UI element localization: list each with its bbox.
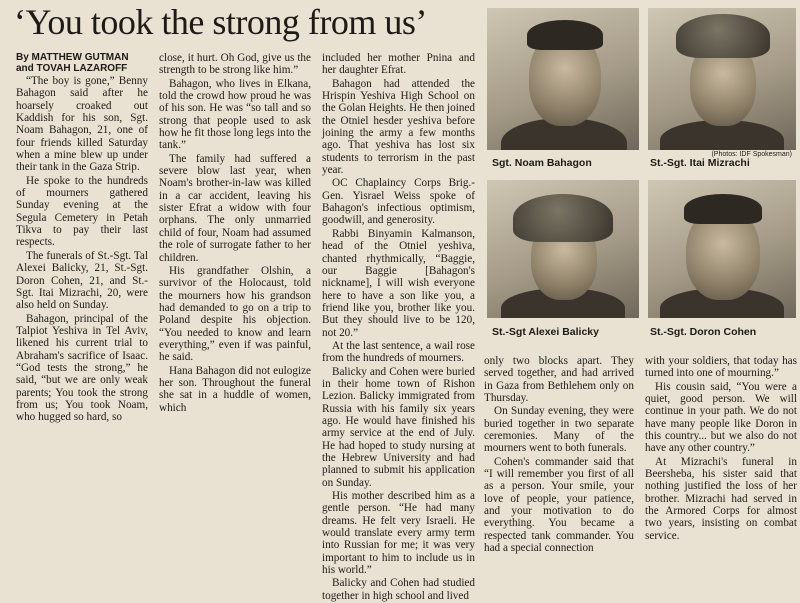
soldier-portrait-icon [648, 180, 796, 318]
paragraph: At the last sentence, a wail rose from the hundreds of mourners. [322, 339, 475, 365]
paragraph: only two blocks apart. They served together, and had arrived in Gaza from Bethlehem only on Thursday. [484, 355, 634, 405]
photo-caption: St.-Sgt. Doron Cohen [650, 326, 757, 338]
paragraph: His mother described him as a gentle person. “He had many dreams. He felt very Israeli. He would translate every army term into Russian for me; it was very important to him to include us in his world.” [322, 490, 475, 577]
article-column-4 [484, 355, 634, 556]
paragraph: At Mizrachi's funeral in Beersheba, his sister said that nothing justified the loss of her brother. Mizrachi had served in the Armored Corps for almost two years, insisting on combat service. [645, 455, 797, 542]
paragraph: Balicky and Cohen had studied together in high school and lived [322, 577, 475, 602]
paragraph: Cohen's commander said that “I will remember you first of all as a person. Your smile, your love of people, your patience, and your motivation to do everything. You became a respected tank commander. You had a special connection [484, 455, 634, 555]
byline-author-1: By MATTHEW GUTMAN [16, 52, 129, 63]
paragraph: His cousin said, “You were a quiet, good person. We will continue in your path. We do not have many people like Doron in this country... but we also do not have any other country.” [645, 380, 797, 455]
paragraph: The family had suffered a severe blow last year, when Noam's brother-in-law was killed in a car accident, leaving his sister Efrat a widow with four orphans. The only unmarried child of four, Noam had assumed the role of surrogate father to her children. [159, 152, 311, 264]
article-column-3 [322, 52, 475, 603]
paragraph: OC Chaplaincy Corps Brig.-Gen. Yisrael Weiss spoke of Bahagon's infectious optimism, goodwill, and generosity. [322, 177, 475, 227]
paragraph: close, it hurt. Oh God, give us the strength to be strong like him.” [159, 52, 311, 77]
soldier-portrait-icon [487, 8, 639, 150]
soldier-portrait-helmet-icon [648, 8, 796, 150]
paragraph: The funerals of St.-Sgt. Tal Alexei Balicky, 21, St.-Sgt. Doron Cohen, 21, and St.-Sgt. Itai Mizrachi, 20, were also held on Sunday. [16, 249, 148, 312]
headline: ‘You took the strong from us’ [14, 2, 427, 42]
photo-caption: St.-Sgt. Itai Mizrachi [650, 157, 750, 169]
paragraph: Balicky and Cohen were buried in their home town of Rishon Lezion. Balicky immigrated from Russia with his family six years ago. He would have finished his army service at the end of July. He had hoped to study nursing at the Hebrew University and had planned to submit his application on Sunday. [322, 365, 475, 489]
paragraph: included her mother Pnina and her daughter Efrat. [322, 52, 475, 77]
paragraph: Rabbi Binyamin Kalmanson, head of the Otniel yeshiva, chanted rhythmically, “Baggie, our Baggie [Bahagon's nickname], I will wish everyone here to have a son like you, a friend like you, brother like you. But they should live to be 120, not 20.” [322, 227, 475, 339]
soldier-portrait-helmet-icon [487, 180, 639, 318]
paragraph: His grandfather Olshin, a survivor of the Holocaust, told the mourners how his grandson had demanded to go on a trip to Poland despite his objection. “You needed to know and learn everything,” even if was painful, he said. [159, 264, 311, 364]
paragraph: “The boy is gone,” Benny Bahagon said after he hoarsely croaked out Kaddish for his son, Sgt. Noam Bahagon, 21, one of four friends killed Saturday when a mine blew up under their tank in the Gaza Strip. [16, 75, 148, 174]
photo-caption: Sgt. Noam Bahagon [492, 157, 592, 169]
byline-author-2: and TOVAH LAZAROFF [16, 63, 128, 74]
paragraph: Bahagon, who lives in Elkana, told the crowd how proud he was of his son. He was “so tall and so strong that people used to ask how he fit those long legs into the tank.” [159, 77, 311, 152]
paragraph: with your soldiers, that today has turned into one of mourning.” [645, 355, 797, 380]
paragraph: Bahagon had attended the Hrispin Yeshiva High School on the Golan Heights. He then joined the Otniel hesder yeshiva before joining the army a few months ago. That yeshiva has lost six students to terrorism in the past year. [322, 77, 475, 177]
paragraph: On Sunday evening, they were buried together in two separate ceremonies. Many of the mourners went to both funerals. [484, 405, 634, 455]
paragraph: Bahagon, principal of the Talpiot Yeshiva in Tel Aviv, likened his current trial to Abraham's sacrifice of Isaac. “God tests the strong,” he said, “but we are only weak parents; You took the strong from us; You took Noam, who hugged so hard, so [16, 312, 148, 424]
photo-credit: (Photos: IDF Spokesman) [711, 151, 792, 158]
article-column-1 [16, 52, 148, 425]
paragraph: Hana Bahagon did not eulogize her son. Throughout the funeral she sat in a huddle of women, which [159, 364, 311, 414]
byline [16, 52, 148, 74]
photo-caption: St.-Sgt Alexei Balicky [492, 326, 599, 338]
paragraph: He spoke to the hundreds of mourners gathered Sunday evening at the Segula Cemetery in Petah Tikva to pay their last respects. [16, 174, 148, 249]
article-column-5 [645, 355, 797, 543]
article-column-2 [159, 52, 311, 415]
